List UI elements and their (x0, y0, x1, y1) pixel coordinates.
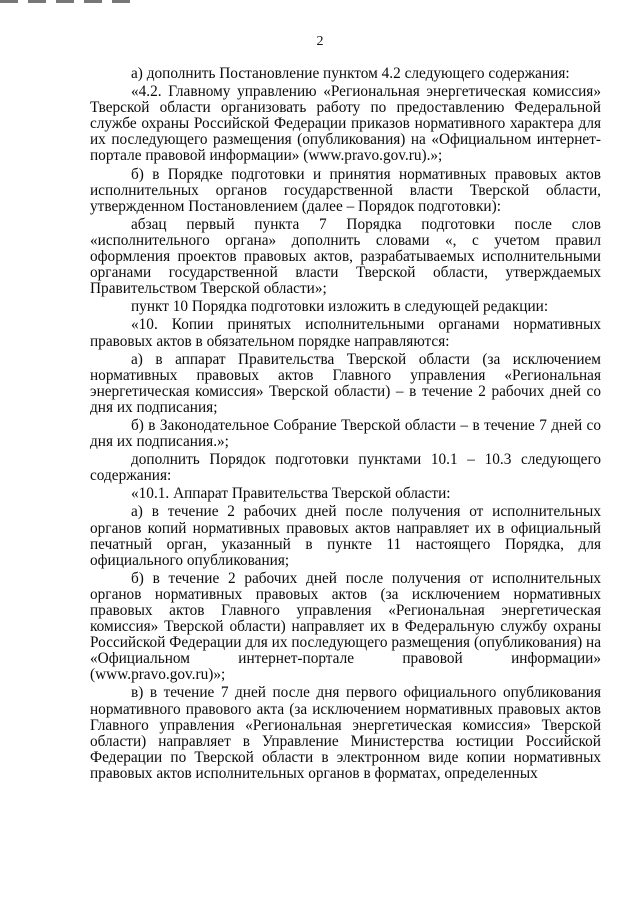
scan-artifact-mark (0, 0, 150, 4)
paragraph-10-1-b: б) в течение 2 рабочих дней после получения от исполнительных органов нормативных правовых актов (за исключением нормативных правовых актов Главного управления «Региональная энергетическая комиссия» Тверской области) направляет их в Федеральную службу охраны Российской Федерации для их последующего размещения (опубликования) на «Официальном интернет-портале правовой информации» (www.pravo.gov.ru)»; (90, 569, 601, 684)
paragraph-10-1-a: а) в течение 2 рабочих дней после получения от исполнительных органов копий нормативных правовых актов направляет их в официальный печатный орган, указанный в пункте 11 настоящего Порядка, для официального опубликования; (90, 503, 601, 569)
paragraph-point-7: абзац первый пункта 7 Порядка подготовки после слов «исполнительного органа» дополнить словами «, с учетом правил оформления проектов правовых актов, разрабатываемых исполнительными органами государственной власти Тверской области, утверждаемых Правительством Тверской области»; (90, 215, 601, 298)
paragraph-add-10-1-10-3: дополнить Порядок подготовки пунктами 10.1 – 10.3 следующего содержания: (90, 451, 601, 485)
paragraph-10-1-c: в) в течение 7 дней после дня первого официального опубликования нормативного правового акта (за исключением нормативных правовых актов Главного управления «Региональная энергетическая комиссия» Тверской области) направляет в Управление Министерства юстиции Российской Федерации по Тверской области в электронном виде копии нормативных правовых актов исполнительных органов в форматах, определенных (90, 684, 601, 782)
paragraph-amend-a: а) дополнить Постановление пунктом 4.2 следующего содержания: (131, 65, 570, 82)
paragraph-10: «10. Копии принятых исполнительными органами нормативных правовых актов в обязательном порядке направляются: (90, 316, 601, 350)
paragraph-10-b: б) в Законодательное Собрание Тверской области – в течение 7 дней со дня их подписания.»; (90, 416, 601, 451)
paragraph-4-2: «4.2. Главному управлению «Региональная энергетическая комиссия» Тверской области организовать работу по предоставлению Федеральной службе охраны Российской Федерации приказов нормативного характера для их последующего размещения (опубликования) на «Официальном интернет-портале правовой информации» (www.pravo.gov.ru).»; (90, 83, 601, 165)
document-body (90, 66, 601, 784)
paragraph-10-a: а) в аппарат Правительства Тверской области (за исключением нормативных правовых актов Главного управления «Региональная энергетическая комиссия» Тверской области) – в течение 2 рабочих дней со дня их подписания; (90, 350, 601, 416)
paragraph-point-10-intro: пункт 10 Порядка подготовки изложить в следующей редакции: (131, 298, 549, 316)
page-number: 2 (316, 34, 324, 49)
paragraph-10-1: «10.1. Аппарат Правительства Тверской области: (131, 485, 451, 503)
paragraph-amend-b: б) в Порядке подготовки и принятия нормативных правовых актов исполнительных органов государственной власти Тверской области, утвержденном Постановлением (далее – Порядок подготовки): (90, 165, 601, 215)
